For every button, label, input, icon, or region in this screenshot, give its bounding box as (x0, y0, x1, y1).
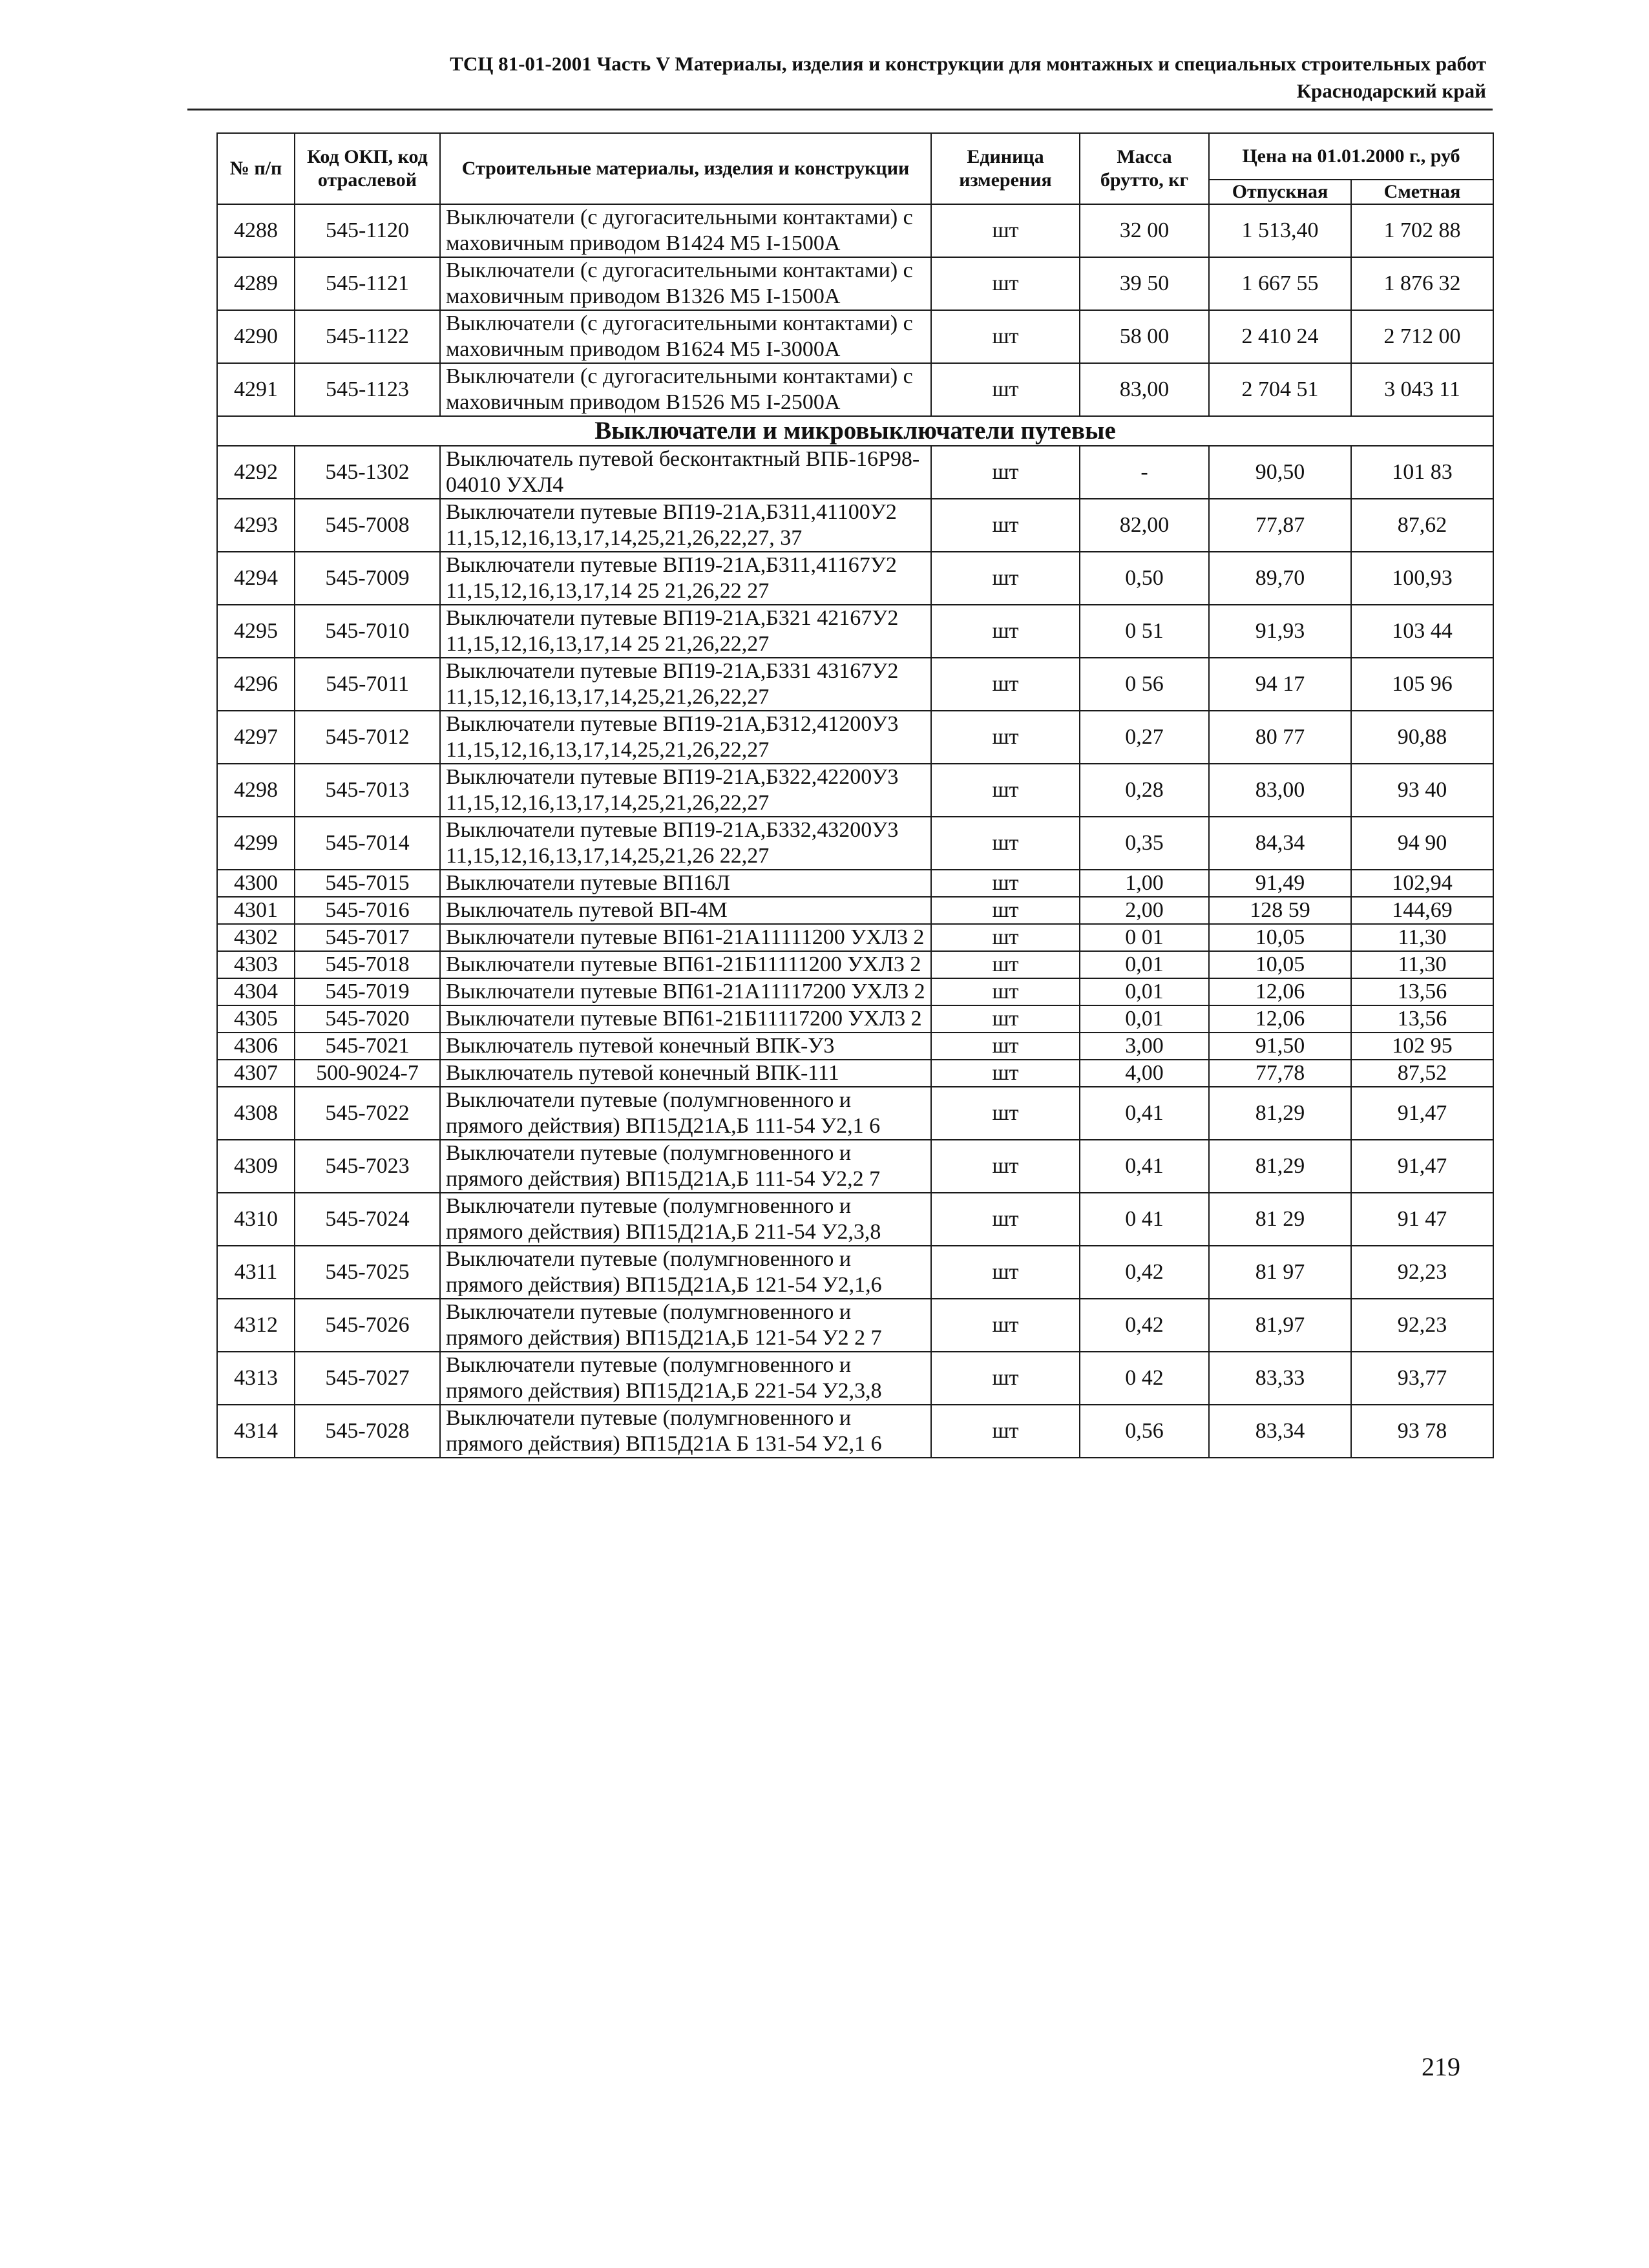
row-num: 4288 (217, 204, 295, 257)
row-mass: 0 41 (1080, 1193, 1209, 1246)
row-unit: шт (931, 605, 1080, 658)
row-unit: шт (931, 1033, 1080, 1060)
page-number: 219 (1422, 2052, 1460, 2081)
row-num: 4314 (217, 1405, 295, 1458)
row-name: Выключатели (с дугогасительными контактами) с маховичным приводом В1326 М5 I-1500А (440, 257, 931, 310)
row-code: 545-7017 (295, 924, 440, 951)
row-code: 545-7023 (295, 1140, 440, 1193)
table-row (217, 1246, 1493, 1299)
row-num: 4290 (217, 310, 295, 363)
row-code: 545-7014 (295, 817, 440, 870)
row-estimate-price: 1 876 32 (1351, 257, 1493, 310)
table-section (217, 416, 1493, 446)
table-row (217, 1193, 1493, 1246)
row-release-price: 81,29 (1209, 1140, 1351, 1193)
row-unit: шт (931, 552, 1080, 605)
row-release-price: 91,93 (1209, 605, 1351, 658)
row-release-price: 77,78 (1209, 1060, 1351, 1087)
row-mass: 0 01 (1080, 924, 1209, 951)
row-mass: 0,28 (1080, 764, 1209, 817)
table-row (217, 711, 1493, 764)
row-name: Выключатели путевые ВП19-21А,Б311,41167У2 11,15,12,16,13,17,14 25 21,26,22 27 (440, 552, 931, 605)
row-release-price: 77,87 (1209, 499, 1351, 552)
row-name: Выключатели путевые ВП61-21Б11111200 УХЛ3 2 (440, 951, 931, 978)
row-mass: 3,00 (1080, 1033, 1209, 1060)
price-table (216, 132, 1494, 1458)
col-name-header: Строительные материалы, изделия и конструкции (440, 133, 931, 204)
row-estimate-price: 91 47 (1351, 1193, 1493, 1246)
table-row (217, 1352, 1493, 1405)
row-code: 545-7013 (295, 764, 440, 817)
row-code: 545-7020 (295, 1005, 440, 1033)
table-row (217, 1299, 1493, 1352)
row-num: 4305 (217, 1005, 295, 1033)
row-name: Выключатели путевые ВП19-21А,Б321 42167У2 11,15,12,16,13,17,14 25 21,26,22,27 (440, 605, 931, 658)
row-code: 545-7009 (295, 552, 440, 605)
row-mass: 82,00 (1080, 499, 1209, 552)
row-mass: 0,42 (1080, 1246, 1209, 1299)
table-row (217, 924, 1493, 951)
row-num: 4293 (217, 499, 295, 552)
col-code-header: Код ОКП, код отраслевой (295, 133, 440, 204)
row-release-price: 128 59 (1209, 897, 1351, 924)
row-name: Выключатели путевые ВП19-21А,Б312,41200У3 11,15,12,16,13,17,14,25,21,26,22,27 (440, 711, 931, 764)
row-mass: - (1080, 446, 1209, 499)
row-num: 4310 (217, 1193, 295, 1246)
row-release-price: 12,06 (1209, 978, 1351, 1005)
row-unit: шт (931, 363, 1080, 416)
row-release-price: 81,97 (1209, 1299, 1351, 1352)
row-name: Выключатели путевые (полумгновенного и прямого действия) ВП15Д21А,Б 111-54 У2,1 6 (440, 1087, 931, 1140)
row-mass: 0,41 (1080, 1087, 1209, 1140)
row-code: 545-7015 (295, 870, 440, 897)
row-num: 4294 (217, 552, 295, 605)
row-estimate-price: 1 702 88 (1351, 204, 1493, 257)
row-unit: шт (931, 978, 1080, 1005)
row-estimate-price: 105 96 (1351, 658, 1493, 711)
row-code: 545-7018 (295, 951, 440, 978)
row-mass: 32 00 (1080, 204, 1209, 257)
row-num: 4301 (217, 897, 295, 924)
row-release-price: 2 704 51 (1209, 363, 1351, 416)
row-unit: шт (931, 204, 1080, 257)
table-row (217, 951, 1493, 978)
row-release-price: 91,49 (1209, 870, 1351, 897)
header-rule (187, 109, 1493, 110)
header-title: ТСЦ 81-01-2001 Часть V Материалы, изделия и конструкции для монтажных и специальных строительных работ (450, 52, 1486, 75)
col-price-header: Цена на 01.01.2000 г., руб (1209, 133, 1493, 180)
row-estimate-price: 101 83 (1351, 446, 1493, 499)
row-unit: шт (931, 1246, 1080, 1299)
row-code: 545-7026 (295, 1299, 440, 1352)
col-unit-header: Единица измерения (931, 133, 1080, 204)
row-release-price: 1 513,40 (1209, 204, 1351, 257)
row-num: 4292 (217, 446, 295, 499)
table-row (217, 764, 1493, 817)
col-estimate-header: Сметная (1351, 180, 1493, 204)
row-num: 4297 (217, 711, 295, 764)
row-unit: шт (931, 951, 1080, 978)
row-estimate-price: 91,47 (1351, 1140, 1493, 1193)
row-unit: шт (931, 310, 1080, 363)
col-mass-header: Масса брутто, кг (1080, 133, 1209, 204)
row-release-price: 81,29 (1209, 1087, 1351, 1140)
row-mass: 1,00 (1080, 870, 1209, 897)
table-row (217, 1405, 1493, 1458)
row-mass: 0,56 (1080, 1405, 1209, 1458)
row-estimate-price: 94 90 (1351, 817, 1493, 870)
row-mass: 39 50 (1080, 257, 1209, 310)
table-row (217, 817, 1493, 870)
row-code: 545-7027 (295, 1352, 440, 1405)
row-estimate-price: 92,23 (1351, 1299, 1493, 1352)
row-num: 4304 (217, 978, 295, 1005)
table-row (217, 897, 1493, 924)
section-row (217, 416, 1493, 446)
row-name: Выключатели путевые ВП19-21А,Б331 43167У2 11,15,12,16,13,17,14,25,21,26,22,27 (440, 658, 931, 711)
row-num: 4300 (217, 870, 295, 897)
table-body-after (217, 446, 1493, 1458)
row-estimate-price: 93 78 (1351, 1405, 1493, 1458)
table-row (217, 1140, 1493, 1193)
table-row (217, 446, 1493, 499)
table-row (217, 605, 1493, 658)
row-mass: 2,00 (1080, 897, 1209, 924)
row-name: Выключатели путевые ВП19-21А,Б322,42200У3 11,15,12,16,13,17,14,25,21,26,22,27 (440, 764, 931, 817)
row-unit: шт (931, 1060, 1080, 1087)
row-mass: 0,35 (1080, 817, 1209, 870)
row-code: 545-7011 (295, 658, 440, 711)
table-row (217, 658, 1493, 711)
row-unit: шт (931, 499, 1080, 552)
row-num: 4309 (217, 1140, 295, 1193)
running-header (450, 50, 1486, 105)
row-num: 4295 (217, 605, 295, 658)
row-unit: шт (931, 1005, 1080, 1033)
row-name: Выключатели путевые ВП61-21А11111200 УХЛ3 2 (440, 924, 931, 951)
table-row (217, 204, 1493, 257)
row-num: 4302 (217, 924, 295, 951)
row-release-price: 89,70 (1209, 552, 1351, 605)
row-release-price: 94 17 (1209, 658, 1351, 711)
table-row (217, 870, 1493, 897)
row-name: Выключатели путевые ВП16Л (440, 870, 931, 897)
table-row (217, 499, 1493, 552)
row-estimate-price: 87,62 (1351, 499, 1493, 552)
row-release-price: 2 410 24 (1209, 310, 1351, 363)
table-row (217, 1033, 1493, 1060)
row-unit: шт (931, 924, 1080, 951)
table-row (217, 1087, 1493, 1140)
row-unit: шт (931, 257, 1080, 310)
row-estimate-price: 92,23 (1351, 1246, 1493, 1299)
row-name: Выключатели путевые ВП61-21Б11117200 УХЛ3 2 (440, 1005, 931, 1033)
row-estimate-price: 144,69 (1351, 897, 1493, 924)
row-estimate-price: 103 44 (1351, 605, 1493, 658)
row-name: Выключатели путевые (полумгновенного и прямого действия) ВП15Д21А,Б 221-54 У2,3,8 (440, 1352, 931, 1405)
row-num: 4307 (217, 1060, 295, 1087)
row-mass: 0,42 (1080, 1299, 1209, 1352)
row-unit: шт (931, 1405, 1080, 1458)
row-name: Выключатель путевой конечный ВПК-111 (440, 1060, 931, 1087)
row-unit: шт (931, 764, 1080, 817)
row-name: Выключатели путевые (полумгновенного и прямого действия) ВП15Д21А,Б 121-54 У2,1,6 (440, 1246, 931, 1299)
row-mass: 83,00 (1080, 363, 1209, 416)
row-code: 545-1121 (295, 257, 440, 310)
row-unit: шт (931, 658, 1080, 711)
row-estimate-price: 2 712 00 (1351, 310, 1493, 363)
row-num: 4299 (217, 817, 295, 870)
table-row (217, 1005, 1493, 1033)
header-region: Краснодарский край (1296, 79, 1486, 102)
row-num: 4311 (217, 1246, 295, 1299)
row-estimate-price: 102 95 (1351, 1033, 1493, 1060)
row-release-price: 84,34 (1209, 817, 1351, 870)
table-header (217, 133, 1493, 204)
row-estimate-price: 11,30 (1351, 924, 1493, 951)
table-row (217, 257, 1493, 310)
row-name: Выключатели путевые ВП19-21А,Б311,41100У2 11,15,12,16,13,17,14,25,21,26,22,27, 37 (440, 499, 931, 552)
row-release-price: 10,05 (1209, 924, 1351, 951)
row-num: 4289 (217, 257, 295, 310)
row-estimate-price: 93,77 (1351, 1352, 1493, 1405)
row-estimate-price: 90,88 (1351, 711, 1493, 764)
row-num: 4296 (217, 658, 295, 711)
row-estimate-price: 102,94 (1351, 870, 1493, 897)
row-num: 4313 (217, 1352, 295, 1405)
table-body-before (217, 204, 1493, 416)
row-code: 545-7016 (295, 897, 440, 924)
row-num: 4306 (217, 1033, 295, 1060)
row-code: 545-7008 (295, 499, 440, 552)
row-unit: шт (931, 1352, 1080, 1405)
row-mass: 0,41 (1080, 1140, 1209, 1193)
section-title: Выключатели и микровыключатели путевые (217, 416, 1493, 446)
row-mass: 0,50 (1080, 552, 1209, 605)
row-estimate-price: 91,47 (1351, 1087, 1493, 1140)
row-unit: шт (931, 711, 1080, 764)
row-name: Выключатели (с дугогасительными контактами) с маховичным приводом В1526 М5 I-2500А (440, 363, 931, 416)
row-code: 545-7028 (295, 1405, 440, 1458)
row-release-price: 80 77 (1209, 711, 1351, 764)
row-unit: шт (931, 1193, 1080, 1246)
row-mass: 58 00 (1080, 310, 1209, 363)
row-release-price: 81 29 (1209, 1193, 1351, 1246)
row-code: 545-7022 (295, 1087, 440, 1140)
row-num: 4308 (217, 1087, 295, 1140)
row-num: 4312 (217, 1299, 295, 1352)
row-name: Выключатели путевые ВП19-21А,Б332,43200У3 11,15,12,16,13,17,14,25,21,26 22,27 (440, 817, 931, 870)
row-estimate-price: 93 40 (1351, 764, 1493, 817)
row-estimate-price: 87,52 (1351, 1060, 1493, 1087)
row-mass: 0,01 (1080, 951, 1209, 978)
row-name: Выключатели путевые ВП61-21А11117200 УХЛ3 2 (440, 978, 931, 1005)
row-unit: шт (931, 817, 1080, 870)
row-mass: 0,27 (1080, 711, 1209, 764)
row-estimate-price: 13,56 (1351, 1005, 1493, 1033)
row-name: Выключатель путевой конечный ВПК-У3 (440, 1033, 931, 1060)
row-name: Выключатели путевые (полумгновенного и прямого действия) ВП15Д21А,Б 111-54 У2,2 7 (440, 1140, 931, 1193)
row-code: 545-7019 (295, 978, 440, 1005)
row-release-price: 1 667 55 (1209, 257, 1351, 310)
row-release-price: 83,33 (1209, 1352, 1351, 1405)
row-unit: шт (931, 1140, 1080, 1193)
row-release-price: 81 97 (1209, 1246, 1351, 1299)
row-name: Выключатели (с дугогасительными контактами) с маховичным приводом В1624 М5 I-3000А (440, 310, 931, 363)
row-mass: 0,01 (1080, 1005, 1209, 1033)
col-release-header: Отпускная (1209, 180, 1351, 204)
table-row (217, 1060, 1493, 1087)
row-code: 545-1122 (295, 310, 440, 363)
table-row (217, 978, 1493, 1005)
row-mass: 0 51 (1080, 605, 1209, 658)
table-row (217, 310, 1493, 363)
row-name: Выключатели (с дугогасительными контактами) с маховичным приводом В1424 М5 I-1500А (440, 204, 931, 257)
row-num: 4298 (217, 764, 295, 817)
row-name: Выключатели путевые (полумгновенного и прямого действия) ВП15Д21А,Б 211-54 У2,3,8 (440, 1193, 931, 1246)
table-row (217, 552, 1493, 605)
row-release-price: 90,50 (1209, 446, 1351, 499)
row-mass: 0,01 (1080, 978, 1209, 1005)
row-unit: шт (931, 446, 1080, 499)
row-code: 545-7021 (295, 1033, 440, 1060)
row-release-price: 10,05 (1209, 951, 1351, 978)
row-code: 500-9024-7 (295, 1060, 440, 1087)
row-name: Выключатель путевой ВП-4М (440, 897, 931, 924)
row-release-price: 83,34 (1209, 1405, 1351, 1458)
row-mass: 0 56 (1080, 658, 1209, 711)
row-code: 545-7025 (295, 1246, 440, 1299)
table-row (217, 363, 1493, 416)
row-mass: 0 42 (1080, 1352, 1209, 1405)
row-unit: шт (931, 1087, 1080, 1140)
row-code: 545-7012 (295, 711, 440, 764)
row-estimate-price: 13,56 (1351, 978, 1493, 1005)
row-num: 4291 (217, 363, 295, 416)
row-name: Выключатели путевые (полумгновенного и прямого действия) ВП15Д21А,Б 121-54 У2 2 7 (440, 1299, 931, 1352)
row-num: 4303 (217, 951, 295, 978)
row-release-price: 91,50 (1209, 1033, 1351, 1060)
row-release-price: 83,00 (1209, 764, 1351, 817)
row-code: 545-7010 (295, 605, 440, 658)
row-name: Выключатели путевые (полумгновенного и прямого действия) ВП15Д21А Б 131-54 У2,1 6 (440, 1405, 931, 1458)
row-code: 545-1123 (295, 363, 440, 416)
row-code: 545-1302 (295, 446, 440, 499)
col-num-header: № п/п (217, 133, 295, 204)
row-release-price: 12,06 (1209, 1005, 1351, 1033)
row-unit: шт (931, 1299, 1080, 1352)
row-unit: шт (931, 897, 1080, 924)
row-unit: шт (931, 870, 1080, 897)
row-code: 545-1120 (295, 204, 440, 257)
row-mass: 4,00 (1080, 1060, 1209, 1087)
row-name: Выключатель путевой бесконтактный ВПБ-16Р98-04010 УХЛ4 (440, 446, 931, 499)
row-estimate-price: 11,30 (1351, 951, 1493, 978)
row-code: 545-7024 (295, 1193, 440, 1246)
row-estimate-price: 100,93 (1351, 552, 1493, 605)
row-estimate-price: 3 043 11 (1351, 363, 1493, 416)
